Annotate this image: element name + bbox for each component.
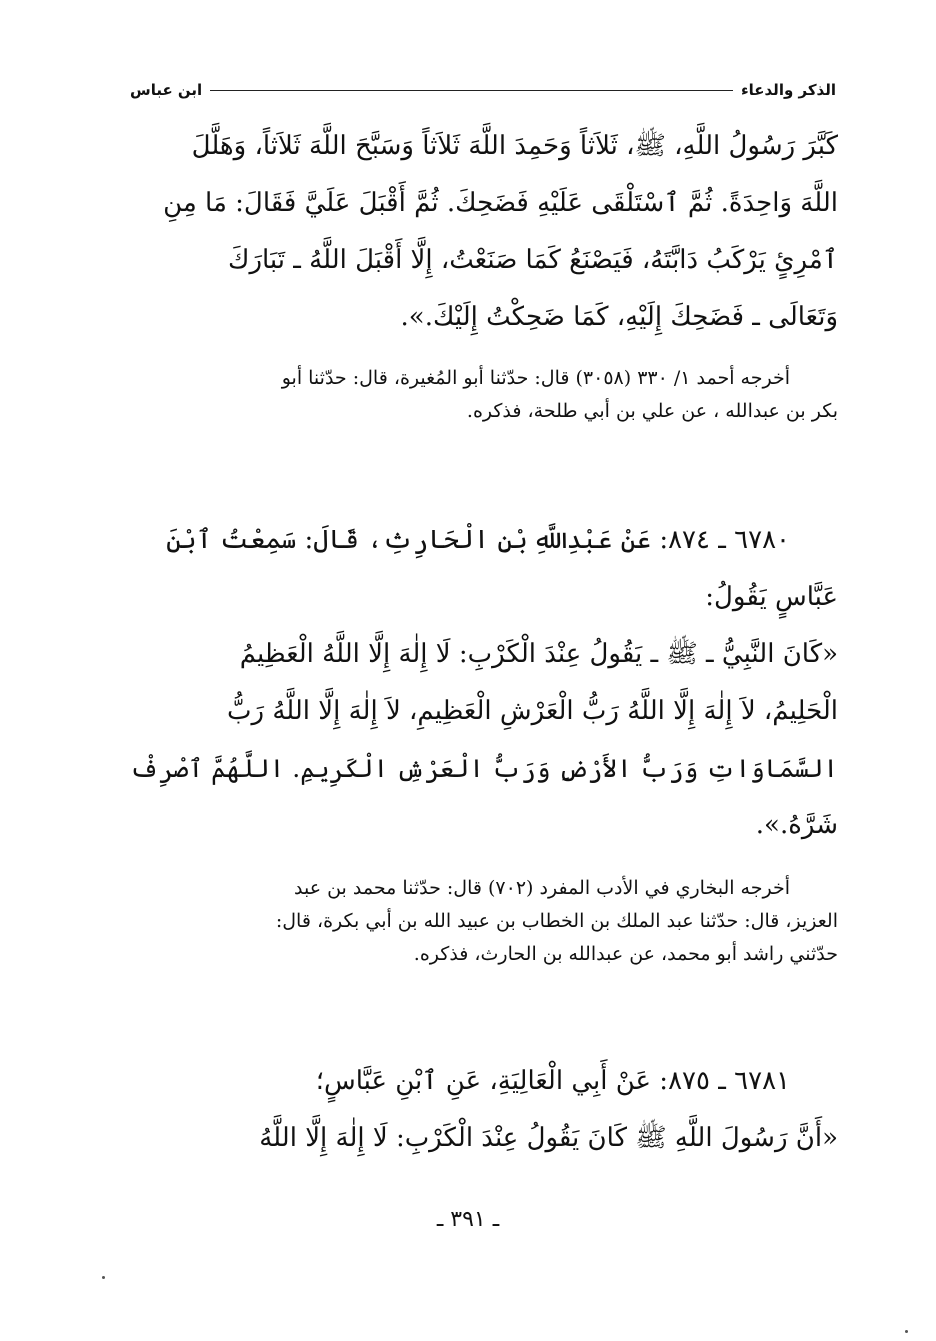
- footnote-line: حدّثني راشد أبو محمد، عن عبدالله بن الحارث، فذكره.: [413, 943, 838, 965]
- text-line: ٱمْرِئٍ يَرْكَبُ دَابَّتَهُ، فَيَصْنَعُ كَمَا صَنَعْتُ، إِلَّا أَقْبَلَ اللَّهُ ـ تَبَارَكَ: [228, 245, 838, 275]
- scan-speck: [102, 1276, 105, 1279]
- text-line: السَّمَاوَاتِ وَرَبُّ الأَرْضِ وَرَبُّ الْعَرْشِ الْكَرِيمِ. اللَّهُمَّ ٱصْرِفْ: [129, 754, 838, 783]
- text-line: وَتَعَالَى ـ فَضَحِكَ إِلَيْهِ، كَمَا ضَحِكْتُ إِلَيْكَ.».: [400, 302, 838, 332]
- hadith-6781: [128, 1053, 838, 1167]
- text-line: «أَنَّ رَسُولَ اللَّهِ ﷺ كَانَ يَقُولُ عِنْدَ الْكَرْبِ: لَا إِلٰهَ إِلَّا اللَّهُ: [259, 1123, 838, 1153]
- footnote-bukhari: [128, 872, 838, 971]
- footnote-ahmad: [128, 362, 838, 428]
- footnote-line: أخرجه البخاري في الأدب المفرد (٧٠٢) قال: حدّثنا محمد بن عبد: [294, 877, 790, 899]
- page-number: ـ ٣٩١ ـ: [436, 1207, 500, 1232]
- text-line: كَبَّرَ رَسُولُ اللَّهِ، ﷺ، ثَلاَثاً وَحَمِدَ اللَّهَ ثَلاَثاً وَسَبَّحَ اللَّهَ ثَلاَثاً، وَهَلَّلَ: [191, 131, 838, 161]
- header-chapter-title: الذكر والدعاء: [740, 81, 836, 99]
- scan-speck: [905, 1330, 908, 1333]
- footnote-line: بكر بن عبدالله ، عن علي بن أبي طلحة، فذكره.: [466, 400, 838, 422]
- hadith-heading: ٦٧٨١ ـ ٨٧٥: عَنْ أَبِي الْعَالِيَةِ، عَنِ ٱبْنِ عَبَّاسٍ؛: [315, 1066, 790, 1096]
- text-line: اللَّهَ وَاحِدَةً. ثُمَّ ٱسْتَلْقَى عَلَيْهِ فَضَحِكَ. ثُمَّ أَقْبَلَ عَلَيَّ فَقَالَ: مَا مِنِ: [163, 188, 838, 218]
- hadith-continuation: [128, 118, 838, 346]
- hadith-6780: [128, 512, 838, 854]
- text-line: شَرَّهُ.».: [755, 810, 838, 840]
- running-header: [130, 78, 836, 102]
- footnote-line: العزيز، قال: حدّثنا عبد الملك بن الخطاب بن عبيد الله بن أبي بكرة، قال:: [275, 910, 838, 932]
- header-rule: [210, 90, 733, 91]
- header-section-title: ابن عباس: [130, 81, 203, 99]
- text-line: الْحَلِيمُ، لاَ إِلٰهَ إِلَّا اللَّهُ رَبُّ الْعَرْشِ الْعَظِيمِ، لاَ إِلٰهَ إِلَّا اللَّهُ رَبُّ: [227, 696, 838, 726]
- hadith-heading: ٦٧٨٠ ـ ٨٧٤: عَنْ عَبْدِاللَّهِ بْنِ الْحَارِثِ، قَالَ: سَمِعْتُ ٱبْنَ: [166, 525, 790, 555]
- text-line: «كَانَ النَّبِيُّ ـ ﷺ ـ يَقُولُ عِنْدَ الْكَرْبِ: لَا إِلٰهَ إِلَّا اللَّهُ الْعَظِيمُ: [239, 639, 838, 669]
- footnote-line: أخرجه أحمد ١/ ٣٣٠ (٣٠٥٨) قال: حدّثنا أبو المُغيرة، قال: حدّثنا أبو: [281, 367, 790, 389]
- text-line: عَبَّاسٍ يَقُولُ:: [705, 582, 838, 612]
